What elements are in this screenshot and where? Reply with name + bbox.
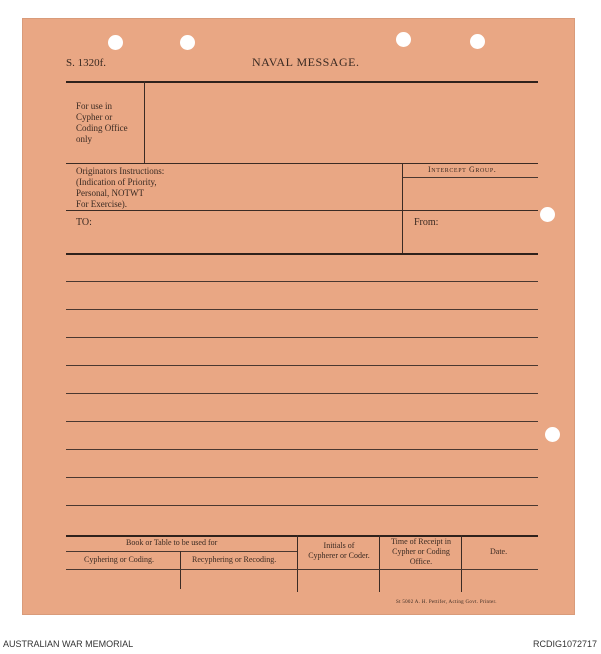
bottom-table-header-rule (66, 569, 538, 570)
message-line (66, 393, 538, 394)
book-table-subrule (66, 551, 297, 552)
cypher-office-note: For use in Cypher or Coding Office only (76, 101, 128, 144)
to-label: TO: (76, 217, 92, 228)
originators-instructions: Originators Instructions: (Indication of Priority, Personal, NOTWT For Exercise). (76, 166, 165, 209)
message-line (66, 365, 538, 366)
time-receipt-label: Time of Receipt in Cypher or Coding Office. (391, 537, 451, 566)
initials-label: Initials of Cypherer or Coder. (308, 541, 370, 560)
form-title: NAVAL MESSAGE. (252, 55, 360, 69)
date-divider (461, 535, 462, 592)
naval-message-form (22, 18, 575, 615)
punch-hole (545, 427, 560, 442)
punch-hole (108, 35, 123, 50)
cypher-box-divider (144, 81, 145, 163)
cyphering-divider (180, 551, 181, 589)
cyphering-label: Cyphering or Coding. (84, 555, 154, 564)
printer-imprint: St 5002 A. H. Pettifer, Acting Govt. Printer. (396, 600, 497, 605)
message-line (66, 337, 538, 338)
form-code: S. 1320f. (66, 57, 107, 69)
address-bottom-rule (66, 253, 538, 255)
instructions-bottom-rule (66, 210, 538, 211)
bottom-table-top-rule (66, 535, 538, 537)
book-table-label: Book or Table to be used for (126, 538, 218, 547)
time-divider (379, 535, 380, 592)
cypher-box-bottom-rule (66, 163, 538, 164)
archive-id: RCDIG1072717 (532, 639, 597, 649)
archive-footer (0, 615, 601, 654)
recyphering-label: Recyphering or Recoding. (192, 555, 277, 564)
date-label: Date. (490, 547, 508, 556)
intercept-rule (403, 177, 538, 178)
punch-hole (540, 207, 555, 222)
message-line (66, 505, 538, 506)
intercept-group-label: Intercept Group. (428, 165, 497, 174)
message-line (66, 421, 538, 422)
initials-divider (297, 535, 298, 592)
punch-hole (396, 32, 411, 47)
message-line (66, 449, 538, 450)
message-line (66, 477, 538, 478)
punch-hole (470, 34, 485, 49)
punch-hole (180, 35, 195, 50)
header-rule (66, 81, 538, 83)
from-label: From: (414, 217, 439, 228)
message-line (66, 309, 538, 310)
archive-name: AUSTRALIAN WAR MEMORIAL (3, 639, 134, 649)
message-line (66, 281, 538, 282)
